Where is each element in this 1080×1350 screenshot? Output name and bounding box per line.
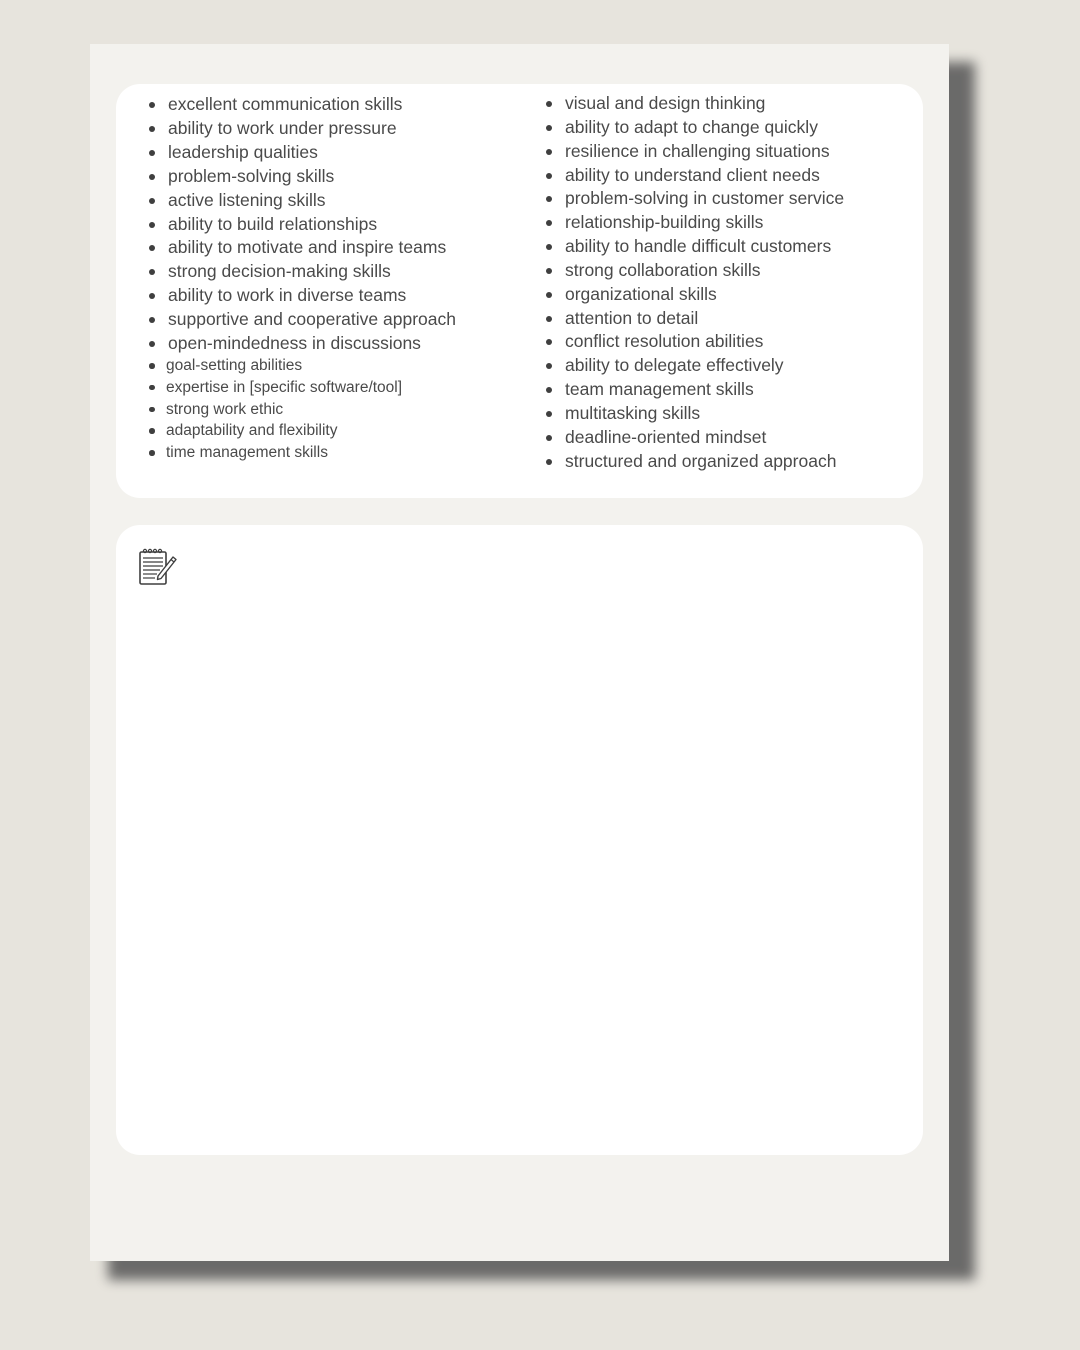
list-item: problem-solving skills: [168, 165, 456, 189]
list-item: ability to understand client needs: [565, 164, 844, 188]
skills-card: [116, 84, 923, 498]
skills-list-left-secondary: [166, 355, 402, 464]
list-item: adaptability and flexibility: [166, 420, 402, 442]
list-item: strong collaboration skills: [565, 259, 844, 283]
list-item: active listening skills: [168, 189, 456, 213]
list-item: team management skills: [565, 378, 844, 402]
list-item: deadline-oriented mindset: [565, 426, 844, 450]
list-item: resilience in challenging situations: [565, 140, 844, 164]
list-item: excellent communication skills: [168, 93, 456, 117]
list-item: leadership qualities: [168, 141, 456, 165]
list-item: time management skills: [166, 442, 402, 464]
list-item: attention to detail: [565, 307, 844, 331]
list-item: ability to handle difficult customers: [565, 235, 844, 259]
notes-card[interactable]: [116, 525, 923, 1155]
list-item: strong decision-making skills: [168, 260, 456, 284]
notepad-icon: [138, 547, 178, 587]
list-item: ability to build relationships: [168, 213, 456, 237]
list-item: ability to adapt to change quickly: [565, 116, 844, 140]
list-item: expertise in [specific software/tool]: [166, 377, 402, 399]
list-item: structured and organized approach: [565, 450, 844, 474]
list-item: ability to work under pressure: [168, 117, 456, 141]
list-item: open-mindedness in discussions: [168, 332, 456, 356]
list-item: conflict resolution abilities: [565, 330, 844, 354]
list-item: relationship-building skills: [565, 211, 844, 235]
list-item: organizational skills: [565, 283, 844, 307]
list-item: ability to delegate effectively: [565, 354, 844, 378]
skills-list-right: [565, 92, 844, 474]
list-item: strong work ethic: [166, 399, 402, 421]
list-item: problem-solving in customer service: [565, 187, 844, 211]
list-item: ability to work in diverse teams: [168, 284, 456, 308]
list-item: goal-setting abilities: [166, 355, 402, 377]
list-item: multitasking skills: [565, 402, 844, 426]
list-item: ability to motivate and inspire teams: [168, 236, 456, 260]
document-page: [90, 44, 949, 1261]
skills-list-left: [168, 93, 456, 356]
list-item: visual and design thinking: [565, 92, 844, 116]
list-item: supportive and cooperative approach: [168, 308, 456, 332]
